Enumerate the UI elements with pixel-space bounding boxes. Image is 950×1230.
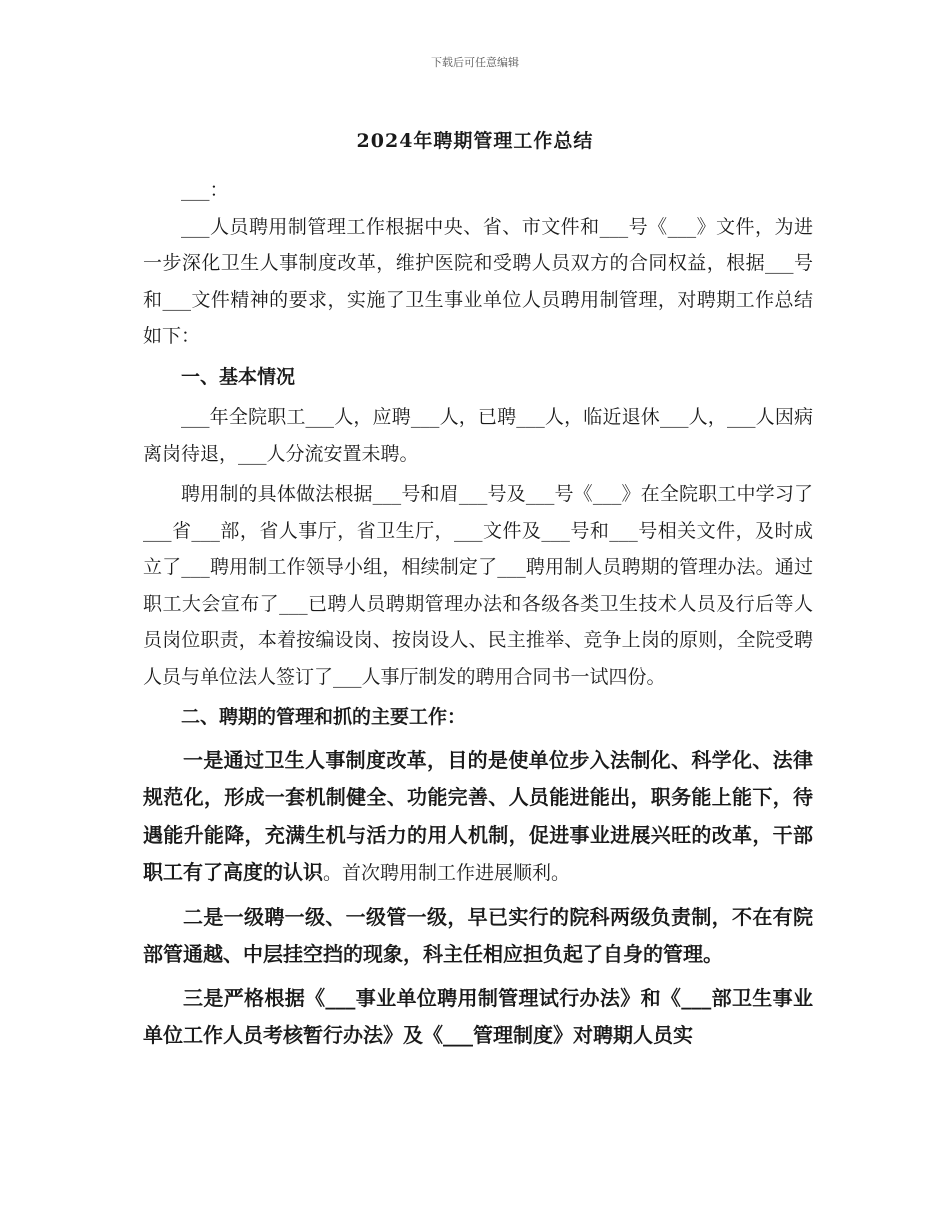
section-2-point-3: 三是严格根据《___事业单位聘用制管理试行办法》和《___部卫生事业单位工作人员考核暂行办法》及《___管理制度》对聘期人员实 [143,985,813,1047]
section-2-heading: 二、聘期的管理和抓的主要工作： [181,706,467,728]
section-1-paragraph-2: 聘用制的具体做法根据___号和眉___号及___号《___》在全院职工中学习了___省___部，省人事厅，省卫生厅，___文件及___号和___号相关文件，及时成立了___聘用制工作领导小组，相续制定了___聘用制人员聘期的管理办法。通过职工大会宣布了___已聘人员聘期管理办法和各级各类卫生技术人员及行后等人员岗位职责，本着按编设岗、按岗设人、民主推举、竞争上岗的原则，全院受聘人员与单位法人签订了___人事厅制发的聘用合同书一试四份。 [143,483,813,688]
point-1-normal-text: 。首次聘用制工作进展顺利。 [323,862,571,884]
point-1-bold-text: 一是通过卫生人事制度改革，目的是使单位步入法制化、科学化、法律规范化，形成一套机制健全、功能完善、人员能进能出，职务能上能下，待遇能升能降，充满生机与活力的用人机制，促进事业进展兴旺的改革，干部职工有了高度的认识 [143,747,813,884]
header-note: 下载后可任意编辑 [431,56,519,69]
section-1-heading: 一、基本情况 [181,365,296,388]
section-2-point-1 [143,742,813,893]
salutation: ___： [181,179,229,201]
document-title: 2024年聘期管理工作总结 [356,130,594,152]
section-1-paragraph-1: ___年全院职工___人，应聘___人，已聘___人，临近退休___人，___人因病离岗待退，___人分流安置未聘。 [143,406,813,465]
document-body [143,172,813,1055]
section-2-point-2: 二是一级聘一级、一级管一级，早已实行的院科两级负责制，不在有院部管通越、中层挂空挡的现象，科主任相应担负起了自身的管理。 [143,904,813,966]
intro-paragraph: ___人员聘用制管理工作根据中央、省、市文件和___号《___》文件，为进一步深化卫生人事制度改革，维护医院和受聘人员双方的合同权益，根据___号和___文件精神的要求，实施了卫生事业单位人员聘用制管理，对聘期工作总结如下： [143,215,813,347]
